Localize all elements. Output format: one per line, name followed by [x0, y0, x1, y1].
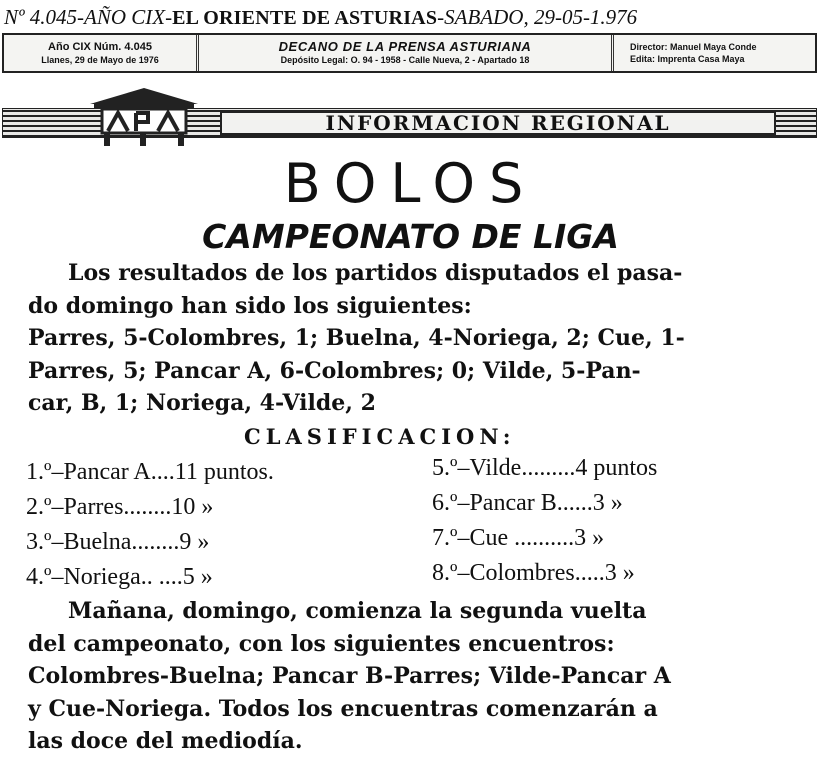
masthead-right — [614, 35, 815, 71]
subheadline: CAMPEONATO DE LIGA — [202, 217, 619, 256]
standing-row: 6.º–Pancar B......3 » — [432, 490, 623, 516]
standing-row: 5.º–Vilde.........4 puntos — [432, 455, 658, 481]
masthead-publisher: Edita: Imprenta Casa Maya — [630, 54, 745, 64]
results-paragraph — [28, 257, 808, 420]
text-line: y Cue-Noriega. Todos los encuentras comenzarán a — [28, 695, 658, 722]
masthead-place-date: Llanes, 29 de Mayo de 1976 — [41, 55, 159, 65]
section-title: INFORMACION REGIONAL — [220, 111, 776, 135]
standings-left-column — [26, 455, 426, 595]
horreo-logo-icon — [84, 86, 204, 148]
masthead-director: Director: Manuel Maya Conde — [630, 42, 757, 52]
text-line: del campeonato, con los siguientes encuentros: — [28, 630, 615, 657]
issue-number: Nº 4.045-AÑO CIX- — [4, 5, 173, 29]
standing-row: 2.º–Parres........10 » — [26, 494, 214, 520]
text-line: Colombres-Buelna; Pancar B-Parres; Vilde-Pancar A — [28, 663, 671, 689]
masthead-year-number: Año CIX Núm. 4.045 — [48, 41, 152, 53]
masthead-center — [199, 35, 614, 71]
clasificacion-heading: CLASIFICACION: — [244, 424, 516, 449]
headline: BOLOS — [283, 152, 538, 215]
masthead-motto: DECANO DE LA PRENSA ASTURIANA — [278, 39, 532, 54]
text-line: las doce del mediodía. — [28, 728, 303, 754]
standing-row: 4.º–Noriega.. ....5 » — [26, 564, 213, 590]
standing-row: 8.º–Colombres.....3 » — [432, 560, 635, 586]
text-line: car, B, 1; Noriega, 4-Vilde, 2 — [28, 390, 376, 416]
text-line: Parres, 5-Colombres, 1; Buelna, 4-Noriega, 2; Cue, 1- — [28, 325, 685, 351]
standing-row: 7.º–Cue ..........3 » — [432, 525, 605, 551]
newspaper-name: EL ORIENTE DE ASTURIAS — [172, 7, 438, 29]
issue-date: -SABADO, 29-05-1.976 — [437, 5, 638, 29]
masthead-legal-address: Depósito Legal: O. 94 - 1958 - Calle Nueva, 2 - Apartado 18 — [280, 55, 530, 65]
text-line: Los resultados de los partidos disputados el pasa- — [68, 260, 683, 286]
text-line: Parres, 5; Pancar A, 6-Colombres; 0; Vilde, 5-Pan- — [28, 357, 641, 384]
masthead-left — [4, 35, 199, 71]
section-banner — [2, 86, 817, 148]
newspaper-header-line — [4, 2, 819, 32]
standings-right-column — [432, 451, 812, 591]
text-line: Mañana, domingo, comienza la segunda vuelta — [68, 598, 647, 624]
text-line: do domingo han sido los siguientes: — [28, 292, 472, 319]
next-matches-paragraph — [28, 595, 808, 758]
masthead — [2, 33, 817, 73]
standing-row: 1.º–Pancar A....11 puntos. — [26, 459, 274, 485]
standing-row: 3.º–Buelna........9 » — [26, 529, 210, 555]
